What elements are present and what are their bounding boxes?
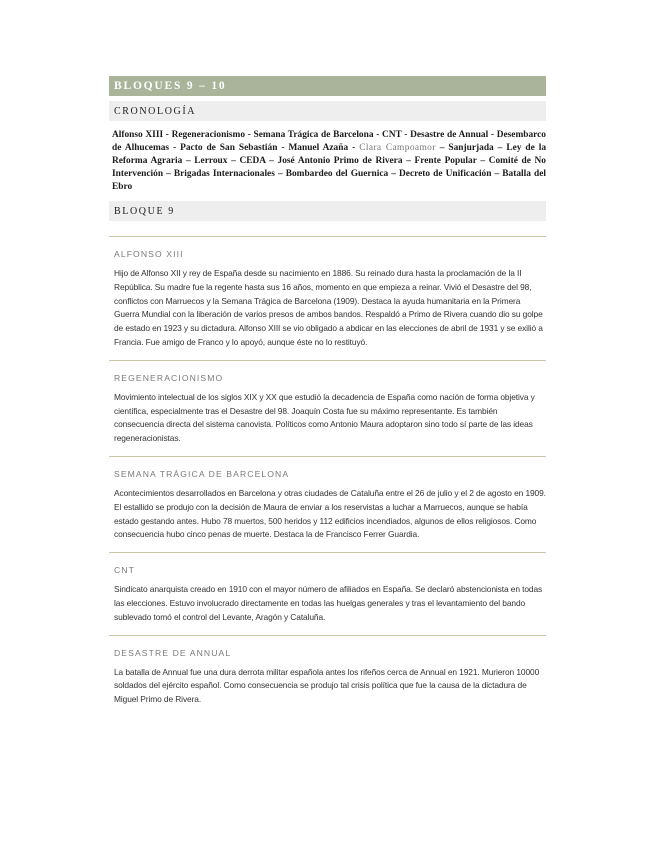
- section-body: Movimiento intelectual de los siglos XIX y XX que estudió la decadencia de España como nación de forma objetiva y científica, especialmente tras el Desastre del 98. Joaquín Costa fue su máximo representante. Es también consecuencia directa del sistema canovista. Políticos como Antonio Maura adoptaron sino todo sí parte de las ideas regeneracionistas.: [114, 391, 535, 444]
- section-divider: [109, 360, 546, 361]
- section-body: Hijo de Alfonso XII y rey de España desde su nacimiento en 1886. Su reinado dura hasta la proclamación de la II República. Su madre fue la regente hasta sus 16 años, momento en que empieza a reinar. Vivió el Desastre del 98, conflictos con Marruecos y la Semana Trágica de Barcelona (1909). Destaca la ayuda humanitaria en la Primera Guerra Mundial con la liberación de varios presos de ambos bandos. Respaldó a Primo de Rivera cuando dio su golpe de estado en 1923 y su dictadura. Alfonso XIII se vio obligado a abdicar en las elecciones de abril de 1931 y se exilió a Francia. Fue amigo de Franco y lo apoyó, aunque éste no lo restituyó.: [114, 268, 543, 347]
- chronology-part-3: – Sanjurjada – Ley de la Reforma Agraria – Lerroux – CEDA – José Antonio Primo de Rivera – Frente Popular – Comité de No Intervención – Brigadas Internacionales – Bombardeo del Guernica – Decreto de Unificación – Batalla del Ebro: [112, 143, 547, 192]
- section-body: La batalla de Annual fue una dura derrota militar española antes los rifeños cerca de Annual en 1921. Murieron 10000 soldados del ejército español. Como consecuencia se produjo tal crisis política que fue la causa de la dictadura de Miguel Primo de Rivera.: [114, 666, 540, 705]
- section-cnt: [109, 565, 546, 635]
- section-divider: [109, 552, 546, 553]
- chronology-text: [112, 129, 546, 194]
- section-divider: [109, 635, 546, 636]
- blocks-title-band: BLOQUES 9 – 10: [109, 76, 546, 96]
- section-desastre-annual: [109, 648, 546, 707]
- section-title: SEMANA TRÁGICA DE BARCELONA: [114, 468, 290, 479]
- section-title: CNT: [114, 565, 135, 576]
- chronology-band: CRONOLOGÍA: [109, 101, 546, 121]
- section-regeneracionismo: [109, 373, 546, 457]
- section-body: Acontecimientos desarrollados en Barcelona y otras ciudades de Cataluña entre el 26 de julio y el 2 de agosto en 1909. El estallido se produjo con la decisión de Maura de enviar a los reservistas a luchar a Marruecos, aunque se había estado gestando antes. Hubo 78 muertos, 500 heridos y 112 edificios incendiados, algunos de ellos religiosos. Como consecuencia hubo cinco penas de muerte. Destaca la de Francisco Ferrer Guardia.: [114, 487, 546, 540]
- section-semana-tragica: [109, 469, 546, 553]
- document-page: [109, 76, 546, 707]
- section-title: ALFONSO XIII: [114, 249, 184, 259]
- section-title: REGENERACIONISMO: [114, 372, 224, 383]
- chronology-part-2: Clara Campoamor: [359, 143, 436, 153]
- section-body: Sindicato anarquista creado en 1910 con el mayor número de afiliados en España. Se declaró abstencionista en todas las elecciones. Estuvo involucrado directamente en todas las huelgas generales y tras el levantamiento del bando sublevado tomó el control del Levante, Aragón y Cataluña.: [114, 584, 543, 622]
- section-alfonso-xiii: [109, 249, 546, 361]
- block-9-band: BLOQUE 9: [109, 201, 546, 221]
- section-divider: [109, 456, 546, 457]
- chronology-part-1: Alfonso XIII - Regeneracionismo - Semana Trágica de Barcelona - CNT - Desastre de Annual - Desembarco de Alhucemas - Pacto de San Sebastián - Manuel Azaña -: [112, 130, 546, 153]
- section-title: DESASTRE DE ANNUAL: [114, 647, 232, 658]
- section-divider: [109, 236, 546, 237]
